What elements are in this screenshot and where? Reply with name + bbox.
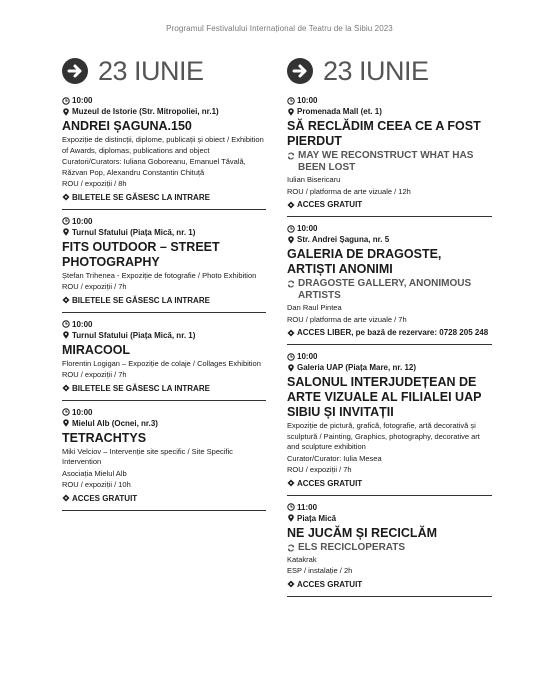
event-time-row — [287, 351, 492, 362]
event-location: Muzeul de Istorie (Str. Mitropoliei, nr.1) — [72, 107, 219, 116]
ticket-icon — [62, 193, 70, 201]
event-access-row — [62, 383, 266, 394]
event-title: MIRACOOL — [62, 342, 131, 357]
event-subtitle: MAY WE RECONSTRUCT WHAT HAS BEEN LOST — [298, 150, 474, 173]
refresh-icon — [287, 544, 295, 552]
location-pin-icon — [287, 364, 295, 372]
event-location-row — [62, 106, 266, 117]
event-location-row — [287, 106, 492, 117]
event-item — [287, 502, 492, 597]
event-subtitle-row — [287, 278, 492, 302]
clock-icon — [287, 503, 295, 511]
event-description: Expoziție de distincții, diplome, publicații și obiect / Exhibition of Awards, diplomas, publications and object — [62, 135, 264, 155]
page-header: Programul Festivalului Internațional de Teatru de la Sibiu 2023 — [166, 24, 393, 33]
event-time-row — [287, 223, 492, 234]
event-time-row — [62, 319, 266, 330]
event-access-row — [62, 295, 266, 306]
event-time: 10:00 — [297, 224, 318, 233]
left-column — [62, 55, 266, 517]
ticket-icon — [287, 329, 295, 337]
clock-icon — [62, 217, 70, 225]
clock-icon — [287, 97, 295, 105]
location-pin-icon — [62, 331, 70, 339]
event-location-row — [287, 513, 492, 524]
event-access: ACCES GRATUIT — [72, 493, 138, 503]
event-meta: ROU / platforma de arte vizuale / 12h — [287, 186, 411, 196]
event-access: BILETELE SE GĂSESC LA INTRARE — [72, 383, 210, 393]
event-access: ACCES GRATUIT — [297, 200, 363, 209]
event-meta: ROU / expoziții / 8h — [62, 179, 127, 188]
event-access-row — [62, 192, 266, 203]
event-subtitle: ELS RECICLOPERATS — [298, 541, 406, 553]
event-location-row — [62, 418, 266, 429]
event-description: Florentin Logigan – Expoziție de colaje / Collages Exhibition — [62, 358, 261, 368]
day-heading — [287, 55, 492, 87]
event-location-row — [62, 330, 266, 341]
event-item — [62, 216, 266, 313]
event-item — [287, 95, 492, 217]
arrow-right-circle-icon — [62, 58, 88, 84]
event-people: Curator/Curator: Iulia Mesea — [287, 453, 382, 463]
event-access-row — [62, 493, 266, 504]
event-title: TETRACHTYS — [62, 430, 147, 445]
clock-icon — [62, 320, 70, 328]
event-item — [287, 351, 492, 496]
event-location: Mielul Alb (Ocnei, nr.3) — [72, 418, 158, 428]
event-location: Promenada Mall (et. 1) — [297, 107, 382, 116]
event-meta: ROU / expoziții / 7h — [287, 465, 352, 474]
ticket-icon — [62, 494, 70, 502]
event-list — [62, 95, 266, 511]
event-description: Ștefan Trihenea - Expoziție de fotografie / Photo Exhibition — [62, 270, 257, 280]
event-title: GALERIA DE DRAGOSTE, ARTIȘTI ANONIMI — [287, 247, 442, 276]
event-access: BILETELE SE GĂSESC LA INTRARE — [72, 295, 210, 305]
event-meta: ROU / expoziții / 7h — [62, 370, 127, 379]
event-time: 10:00 — [72, 407, 93, 417]
event-time-row — [287, 95, 492, 106]
ticket-icon — [287, 201, 295, 209]
event-location-row — [287, 234, 492, 245]
event-people: Curatori/Curators: Iuliana Goboreanu, Emanuel Tăvală, Răzvan Pop, Alexandru Constantin Chituță — [62, 157, 246, 177]
event-meta: ESP / instalație / 2h — [287, 566, 353, 575]
right-column — [287, 55, 492, 603]
event-access: ACCES GRATUIT — [297, 478, 363, 488]
event-meta: ROU / platforma de arte vizuale / 7h — [287, 314, 407, 324]
event-location-row — [62, 227, 266, 238]
event-location: Turnul Sfatului (Piața Mică, nr. 1) — [72, 227, 196, 237]
event-title: SĂ RECLĂDIM CEEA CE A FOST PIERDUT — [287, 119, 481, 148]
event-time-row — [62, 216, 266, 227]
event-people: Asociația Mielul Alb — [62, 468, 127, 478]
refresh-icon — [287, 280, 295, 288]
location-pin-icon — [287, 514, 295, 522]
event-location: Piața Mică — [297, 513, 337, 523]
event-description: Miki Velciov – Intervenție site specific / Site Specific Intervention — [62, 446, 233, 466]
event-access-row — [287, 199, 492, 210]
clock-icon — [287, 225, 295, 233]
event-time: 10:00 — [72, 96, 93, 105]
location-pin-icon — [62, 419, 70, 427]
event-time-row — [287, 502, 492, 513]
clock-icon — [62, 97, 70, 105]
event-people: Katakrak — [287, 554, 317, 564]
clock-icon — [287, 353, 295, 361]
refresh-icon — [287, 152, 295, 160]
event-subtitle: DRAGOSTE GALLERY, ANONIMOUS ARTISTS — [298, 278, 472, 301]
event-time: 10:00 — [72, 216, 93, 226]
location-pin-icon — [62, 108, 70, 116]
day-title: 23 IUNIE — [98, 56, 204, 86]
event-item — [62, 319, 266, 401]
event-people: Dan Raul Pintea — [287, 303, 342, 312]
event-list — [287, 95, 492, 597]
event-item — [62, 407, 266, 511]
event-time: 11:00 — [297, 502, 318, 512]
event-title: FITS OUTDOOR – STREET PHOTOGRAPHY — [62, 239, 220, 269]
event-meta: ROU / expoziții / 7h — [62, 282, 127, 291]
day-heading — [62, 55, 266, 87]
event-time: 10:00 — [72, 319, 93, 329]
arrow-right-circle-icon — [287, 58, 313, 84]
event-access-row — [287, 327, 492, 338]
clock-icon — [62, 408, 70, 416]
event-meta: ROU / expoziții / 10h — [62, 480, 131, 489]
location-pin-icon — [62, 228, 70, 236]
event-time-row — [62, 407, 266, 418]
event-location: Galeria UAP (Piața Mare, nr. 12) — [297, 363, 417, 372]
event-access: BILETELE SE GĂSESC LA INTRARE — [72, 192, 210, 202]
event-title: ANDREI ȘAGUNA.150 — [62, 119, 192, 133]
event-location: Turnul Sfatului (Piața Mică, nr. 1) — [72, 330, 196, 340]
event-access-row — [287, 579, 492, 590]
day-title: 23 IUNIE — [323, 56, 429, 86]
event-access-row — [287, 478, 492, 489]
event-subtitle-row — [287, 150, 492, 174]
event-title: NE JUCĂM ȘI RECICLĂM — [287, 525, 438, 540]
ticket-icon — [62, 296, 70, 304]
event-time-row — [62, 95, 266, 106]
event-item — [287, 223, 492, 345]
event-description: Expoziție de pictură, grafică, fotografie, artă decorativă și sculptură / Painting, Graphics, photography, decorative art and sculpture exhibition — [287, 421, 480, 451]
event-item — [62, 95, 266, 210]
ticket-icon — [62, 384, 70, 392]
event-title: SALONUL INTERJUDEȚEAN DE ARTE VIZUALE AL FILIALEI UAP SIBIU ȘI INVITAȚII — [287, 375, 482, 419]
event-time: 10:00 — [297, 96, 318, 105]
location-pin-icon — [287, 236, 295, 244]
location-pin-icon — [287, 108, 295, 116]
event-subtitle-row — [287, 542, 492, 554]
ticket-icon — [287, 580, 295, 588]
event-people: Iulian Bisericaru — [287, 175, 341, 184]
event-time: 10:00 — [297, 352, 318, 361]
event-location: Str. Andrei Șaguna, nr. 5 — [297, 235, 390, 244]
ticket-icon — [287, 479, 295, 487]
event-access: ACCES LIBER, pe bază de rezervare: 0728 205 248 — [297, 328, 489, 337]
event-access: ACCES GRATUIT — [297, 579, 363, 589]
event-location-row — [287, 362, 492, 373]
